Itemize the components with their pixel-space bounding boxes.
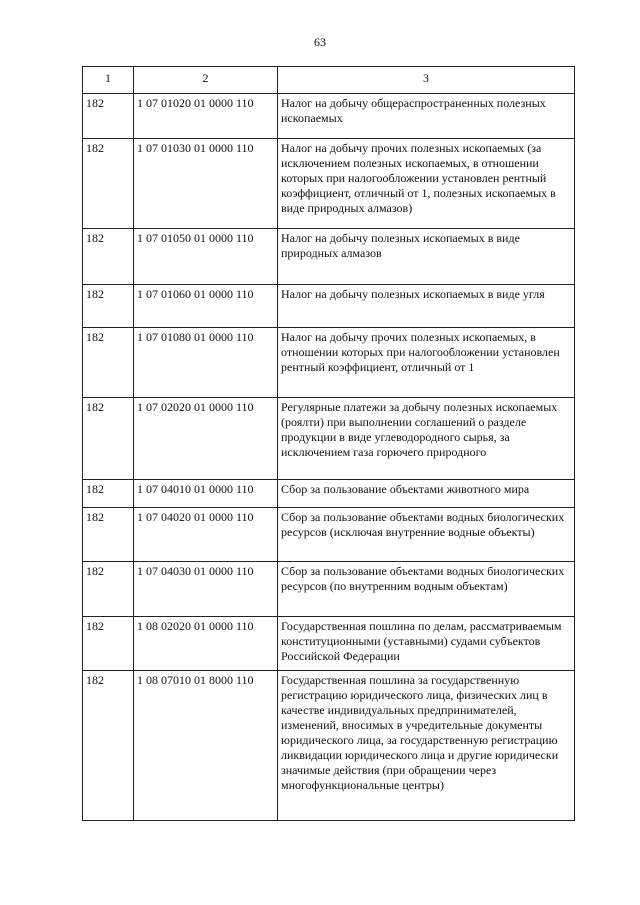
budget-code-cell: 1 08 02020 01 0000 110 (134, 617, 278, 671)
admin-code-cell: 182 (83, 285, 134, 328)
header-col-2: 2 (134, 67, 278, 94)
table-body (83, 94, 575, 821)
admin-code-cell: 182 (83, 562, 134, 617)
budget-code-cell: 1 07 01030 01 0000 110 (134, 139, 278, 229)
budget-code-cell: 1 07 01080 01 0000 110 (134, 328, 278, 398)
revenue-name-cell: Государственная пошлина за государственную регистрацию юридического лица, физических лиц в качестве индивидуальных предпринимателей, изменений, вносимых в учредительные документы юридического лица, за государственную регистрацию ликвидации юридического лица и другие юридически значимые действия (при обращении через многофункциональные центры) (278, 671, 575, 821)
budget-code-cell: 1 07 02020 01 0000 110 (134, 398, 278, 480)
table-row (83, 398, 575, 480)
budget-code-cell: 1 07 01060 01 0000 110 (134, 285, 278, 328)
table-row (83, 139, 575, 229)
revenue-name-cell: Сбор за пользование объектами водных биологических ресурсов (по внутренним водным объектам) (278, 562, 575, 617)
table-row (83, 508, 575, 562)
budget-code-cell: 1 07 04020 01 0000 110 (134, 508, 278, 562)
table-row (83, 285, 575, 328)
revenue-name-cell: Налог на добычу полезных ископаемых в виде угля (278, 285, 575, 328)
admin-code-cell: 182 (83, 480, 134, 508)
page-number: 63 (314, 35, 326, 49)
table-row (83, 617, 575, 671)
table-row (83, 229, 575, 285)
table-row (83, 671, 575, 821)
budget-code-cell: 1 07 01020 01 0000 110 (134, 94, 278, 139)
table-row (83, 480, 575, 508)
revenue-name-cell: Сбор за пользование объектами животного мира (278, 480, 575, 508)
revenue-name-cell: Налог на добычу прочих полезных ископаемых, в отношении которых при налогообложении установлен рентный коэффициент, отличный от 1 (278, 328, 575, 398)
admin-code-cell: 182 (83, 139, 134, 229)
revenue-name-cell: Сбор за пользование объектами водных биологических ресурсов (исключая внутренние водные объекты) (278, 508, 575, 562)
table-row (83, 328, 575, 398)
admin-code-cell: 182 (83, 94, 134, 139)
revenue-name-cell: Налог на добычу прочих полезных ископаемых (за исключением полезных ископаемых, в отношении которых при налогообложении установлен рентный коэффициент, отличный от 1, полезных ископаемых в виде природных алмазов) (278, 139, 575, 229)
revenue-name-cell: Регулярные платежи за добычу полезных ископаемых (роялти) при выполнении соглашений о разделе продукции в виде углеводородного сырья, за исключением газа горючего природного (278, 398, 575, 480)
admin-code-cell: 182 (83, 398, 134, 480)
revenue-name-cell: Государственная пошлина по делам, рассматриваемым конституционными (уставными) судами субъектов Российской Федерации (278, 617, 575, 671)
budget-code-cell: 1 07 01050 01 0000 110 (134, 229, 278, 285)
table-row (83, 562, 575, 617)
table-row (83, 94, 575, 139)
admin-code-cell: 182 (83, 508, 134, 562)
header-col-1: 1 (83, 67, 134, 94)
budget-code-cell: 1 07 04010 01 0000 110 (134, 480, 278, 508)
table-header-row (83, 67, 575, 94)
revenue-name-cell: Налог на добычу полезных ископаемых в виде природных алмазов (278, 229, 575, 285)
admin-code-cell: 182 (83, 671, 134, 821)
budget-code-cell: 1 08 07010 01 8000 110 (134, 671, 278, 821)
revenue-name-cell: Налог на добычу общераспространенных полезных ископаемых (278, 94, 575, 139)
revenue-codes-table (82, 66, 575, 821)
admin-code-cell: 182 (83, 328, 134, 398)
header-col-3: 3 (278, 67, 575, 94)
budget-code-cell: 1 07 04030 01 0000 110 (134, 562, 278, 617)
admin-code-cell: 182 (83, 617, 134, 671)
admin-code-cell: 182 (83, 229, 134, 285)
